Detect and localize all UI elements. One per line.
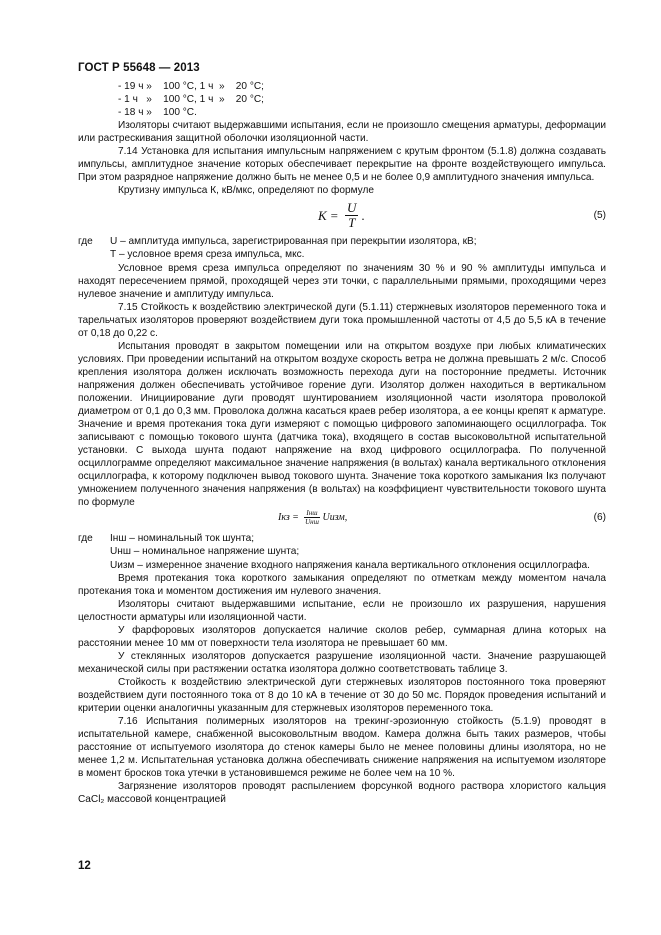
where-item: Uнш – номинальное напряжение шунта; <box>110 546 300 558</box>
formula-numerator: U <box>347 200 357 216</box>
document-body <box>78 80 606 806</box>
formula-expression <box>278 509 347 526</box>
list-item: - 19 ч » 100 °С, 1 ч » 20 °С; <box>118 81 264 92</box>
where-label: где <box>78 533 93 545</box>
formula-fraction <box>304 509 319 526</box>
paragraph: Испытания проводят в закрытом помещении или на открытом воздухе при любых климатических условиях. При проведении испытаний на открытом воздухе скорость ветра не должна превышать 2 м/с. Способ крепления изолятора должен исключать возможность перехода дуги на посторонние предметы. Источник напряжения должен обеспечивать устойчивое горение дуги. Изолятор должен находиться в вертикальном положении. Инициирование дуги проводят шунтированием изоляционной части изолятора проволокой диаметром от 0,1 до 0,3 мм. Проволока должна касаться краев ребер изолятора, а ее концы крепят к арматуре. Значение и время протекания тока дуги измеряют с помощью цифрового запоминающего осциллографа. Ток записывают с помощью токового шунта (датчика тока), входящего в состав высоковольтной испытательной установки. С выхода шунта подают напряжение на вход цифрового осциллографа. По полученной осциллограмме определяют максимальное значение напряжения (в вольтах) канала вертикального отклонения осциллографа, к которому подключен вывод токового шунта. Значение тока короткого замыкания Iкз получают умножением полученного значения напряжения (в вольтах) на коэффициент чувствительности токового шунта по формуле <box>78 340 606 509</box>
formula-numerator: Iнш <box>306 509 318 518</box>
where-label: где <box>78 236 93 248</box>
paragraph: Время протекания тока короткого замыкания определяют по отметкам между моментом начала протекания тока и моментом достижения им нулевого значения. <box>78 572 606 597</box>
paragraph: Стойкость к воздействию электрической дуги стержневых изоляторов постоянного тока проверяют воздействием дуги постоянного тока от 8 до 10 кА в течение от 30 до 50 мс. Порядок проведения испытаний и критерии оценки аналогичны указанным для стержневых изоляторов переменного тока. <box>78 676 606 715</box>
formula-expression <box>318 201 365 230</box>
paragraph: Крутизну импульса К, кВ/мкс, определяют по формуле <box>118 185 374 197</box>
where-item: Т – условное время среза импульса, мкс. <box>110 249 305 261</box>
formula-eq: = <box>330 208 339 224</box>
formula-eq: = <box>292 512 299 524</box>
formula-lhs: Iкз <box>278 512 290 524</box>
list-item: - 18 ч » 100 °С. <box>118 107 197 119</box>
formula-5 <box>78 199 606 235</box>
where-item: Iнш – номинальный ток шунта; <box>110 533 255 545</box>
formula-rhs: Uизм, <box>322 512 348 524</box>
where-block <box>78 235 606 248</box>
paragraph-7-15: 7.15 Стойкость к воздействию электрической дуги (5.1.11) стержневых изоляторов переменного тока и тарельчатых изоляторов проверяют воздействием дуги тока промышленной частоты от 4,5 до 5,5 кА в течение от 0,18 до 0,22 с. <box>78 301 606 339</box>
formula-fraction <box>345 201 358 230</box>
paragraph-7-16: 7.16 Испытания полимерных изоляторов на трекинг-эрозионную стойкость (5.1.9) проводят в испытательной камере, снабженной высоковольтным вводом. Камера должна быть таких размеров, чтобы расстояние от испытуемого изолятора до стенок камеры было не менее половины длины изолятора, но не менее 1,2 м. Испытательная установка должна обеспечивать снижение напряжения на испытуемом изоляторе в момент бросков тока утечки в установившемся режиме не более чем на 10 %. <box>78 716 606 780</box>
paragraph: У стеклянных изоляторов допускается разрушение изоляционной части. Значение разрушающей механической силы при растяжении остатка изолятора должно соответствовать таблице 3. <box>78 650 606 675</box>
paragraph: У фарфоровых изоляторов допускается наличие сколов ребер, суммарная длина которых на расстоянии менее 10 мм от поверхности тела изолятора не превышает 60 мм. <box>78 624 606 649</box>
formula-lhs: K <box>318 208 327 224</box>
formula-6 <box>78 509 606 529</box>
paragraph: Загрязнение изоляторов проводят распылением форсункой водного раствора хлористого кальция CaCl₂ массовой концентрацией <box>78 781 606 806</box>
paragraph-7-14: 7.14 Установка для испытания импульсным напряжением с крутым фронтом (5.1.8) должна создавать импульсы, амплитудное значение которых обеспечивает перекрытие на фронте воздействующего импульса. При этом разрядное напряжение должно быть не менее 0,5 и не более 0,9 амплитудного значения импульса. <box>78 146 606 184</box>
where-item: U – амплитуда импульса, зарегистрированная при перекрытии изолятора, кВ; <box>110 236 477 248</box>
paragraph: Изоляторы считают выдержавшими испытания, если не произошло смещения арматуры, деформации или растрескивания защитной оболочки изоляционной части. <box>78 120 606 145</box>
formula-tail: . <box>361 208 365 224</box>
where-item: Uизм – измеренное значение входного напряжения канала вертикального отклонения осциллографа. <box>110 559 590 571</box>
list-item: - 1 ч » 100 °С, 1 ч » 20 °С; <box>118 94 264 106</box>
paragraph: Изоляторы считают выдержавшими испытание, если не произошло их разрушения, нарушения целостности арматуры или изоляционной части. <box>78 598 606 623</box>
paragraph: Условное время среза импульса определяют по значениям 30 % и 90 % амплитуды импульса и находят пересечением прямой, проходящей через эти точки, с параллельными прямыми, проходящими через нулевое значение и амплитуду импульса. <box>78 262 606 300</box>
formula-denominator: Uнш <box>305 518 319 527</box>
equation-number: (5) <box>593 210 606 222</box>
page-number: 12 <box>78 860 91 872</box>
where-block <box>78 532 606 545</box>
document-header: ГОСТ Р 55648 — 2013 <box>78 62 200 74</box>
equation-number: (6) <box>593 512 606 524</box>
formula-denominator: T <box>348 215 356 231</box>
